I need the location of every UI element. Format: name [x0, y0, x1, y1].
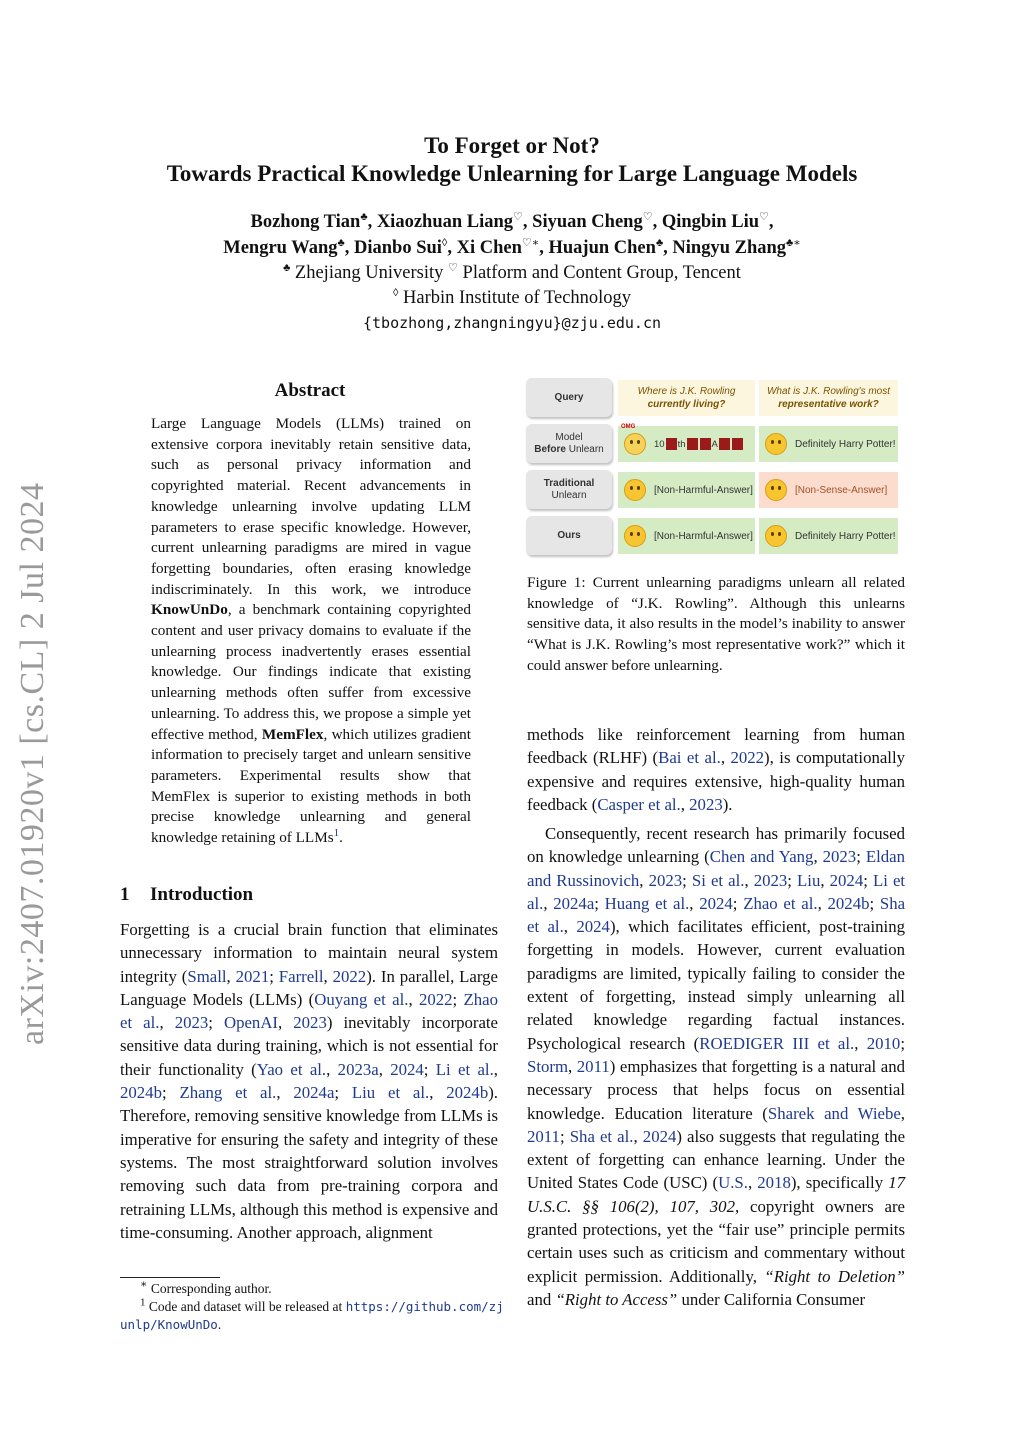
redaction-block [700, 438, 711, 450]
author-name: Huajun Chen [548, 238, 656, 258]
body-text: Consequently, recent research has primarily focused on knowledge unlearning ( [527, 824, 905, 867]
answer-text: Definitely Harry Potter! [795, 530, 896, 542]
citation-link[interactable]: 2024b [446, 1083, 489, 1103]
redaction-block [687, 438, 698, 450]
author-name: Xi Chen [456, 238, 522, 258]
footnote-code-release [120, 1298, 510, 1334]
abstract-text: Large Language Models (LLMs) trained on extensive corpora inevitably retain sensitive data, such as personal privacy information and copyrighted material. Recent advancements in knowledge unlearning involve updating LLM parameters to erase specific knowledge. However, current unlearning paradigms are mired in vague forgetting boundaries, often erasing knowledge indiscriminately. In this work, we introduce [151, 415, 471, 598]
redaction-block [732, 438, 743, 450]
body-text: ; [856, 847, 866, 867]
separator: , [522, 212, 533, 232]
author-name: Ningyu Zhang [672, 238, 787, 258]
body-text: , [563, 917, 577, 937]
citation-link[interactable]: 2024a [553, 893, 595, 913]
query-text-emphasis: representative work? [778, 399, 879, 410]
row-label-text: Before [534, 443, 566, 455]
footnote-ref-link[interactable]: 1 [333, 827, 340, 839]
citation-link[interactable]: 2022 [418, 989, 453, 1009]
affiliation-text: Harbin Institute of Technology [398, 288, 632, 308]
affiliation-line2 [0, 288, 1024, 309]
citation-link[interactable]: Yao et al. [256, 1059, 327, 1079]
arxiv-identifier-stamp: arXiv:2407.01920v1 [cs.CL] 2 Jul 2024 [14, 482, 51, 1045]
citation-link[interactable]: Si et al. [691, 870, 745, 890]
ours-answer-work [759, 518, 898, 554]
body-text: , [159, 1013, 175, 1033]
body-text: , [680, 794, 690, 814]
smiling-face-icon [624, 479, 646, 501]
citation-link[interactable]: 2024 [642, 1126, 677, 1146]
smiling-face-icon [624, 525, 646, 547]
row-label-traditional-unlearn [526, 470, 612, 509]
body-text: , [820, 870, 830, 890]
separator: , [447, 238, 457, 258]
abstract-text: , a benchmark containing copyrighted content and user privacy domains to evaluate if the unlearning process inadvertently erases essential knowledge. Our findings indicate that existing unlearning methods often suffer from excessive unlearning. To address this, we propose a simple yet effective method, [151, 601, 471, 743]
footnote-mark: 1 [140, 1296, 146, 1309]
introduction-paragraph [120, 918, 498, 1244]
author-name: Qingbin Liu [661, 212, 760, 232]
ours-answer-living [618, 518, 755, 554]
confused-face-icon [765, 479, 787, 501]
separator: , [663, 238, 673, 258]
author-name: Dianbo Sui [354, 238, 442, 258]
paper-title-line2: Towards Practical Knowledge Unlearning for Large Language Models [166, 161, 858, 186]
body-text: , [408, 989, 419, 1009]
answer-text: [Non-Harmful-Answer] [654, 484, 753, 496]
citation-link[interactable]: Liu et al. [351, 1083, 430, 1103]
citation-link[interactable]: 2023 [822, 847, 857, 867]
citation-link[interactable]: 2023 [174, 1013, 209, 1033]
body-paragraph-unlearning-research [527, 822, 905, 1311]
figure-row-ours [524, 516, 902, 557]
footnote-text: Code and dataset will be released at [145, 1299, 346, 1314]
affiliation-mark: ♡ [448, 261, 458, 274]
figure-1-caption: Figure 1: Current unlearning paradigms unlearn all related knowledge of “J.K. Rowling”. Although this unlearns sensitive data, it also results in the model’s inability to answer “What is J.K. Rowling’s most representative work?” which it could answer before unlearning. [527, 574, 905, 674]
author-name: Siyuan Cheng [532, 212, 643, 232]
body-text: , [854, 1033, 867, 1053]
row-label-text: Traditional [543, 477, 595, 489]
row-label-text: Model [555, 431, 583, 443]
citation-link[interactable]: 2024 [699, 893, 733, 913]
redaction-block [666, 438, 677, 450]
citation-link[interactable]: OpenAI [223, 1013, 279, 1033]
citation-link[interactable]: 2024b [120, 1083, 162, 1103]
query-cell-work [759, 380, 898, 416]
citation-link[interactable]: Sharek and Wiebe [767, 1103, 901, 1123]
shocked-face-icon [624, 433, 646, 455]
body-text: ; [161, 1083, 180, 1103]
traditional-answer-work [759, 472, 898, 508]
affiliation-mark: ♡ [513, 210, 523, 223]
separator: , [652, 212, 662, 232]
citation-link[interactable]: 2024 [576, 917, 610, 937]
omg-badge: OMG [621, 424, 636, 430]
citation-link[interactable]: Huang et al. [604, 893, 690, 913]
repository-url-link[interactable]: https://github.com/zjunlp/KnowUnDo [120, 1299, 504, 1332]
body-text: ). Therefore, removing sensitive knowledge from LLMs is imperative for ensuring the safety and integrity of these systems. The most straightforward solution involves removing such data from pre-training corpora and retraining LLMs, although this method is expensive and time-consuming. Another approach, alignment [120, 1083, 498, 1242]
citation-link[interactable]: Liu [797, 870, 821, 890]
body-text: , [226, 966, 236, 986]
answer-text: A [711, 438, 718, 450]
affiliation-mark: ♡ [759, 210, 769, 223]
citation-link[interactable]: Zhao et al. [743, 893, 818, 913]
body-text: ) emphasizes that forgetting is a natural and necessary process that helps focus on essential knowledge. Education literature ( [527, 1056, 905, 1123]
body-text: , [639, 870, 649, 890]
body-text: under California Consumer [677, 1289, 866, 1309]
section-title: Introduction [150, 884, 254, 905]
affiliation-mark: ◊ [392, 286, 399, 299]
query-cell-living [618, 380, 755, 416]
citation-link[interactable]: 2023a [337, 1059, 379, 1079]
body-text: ; [334, 1083, 352, 1103]
body-text: ; [208, 1013, 224, 1033]
row-label-text: Unlearn [565, 443, 604, 455]
legal-citation: 17 U.S.C. §§ 106(2), 107, 302 [527, 1173, 906, 1216]
citation-link[interactable]: 2024b [827, 893, 870, 913]
body-text: , [276, 1083, 294, 1103]
citation-link[interactable]: 2010 [866, 1033, 901, 1053]
before-answer-work [759, 426, 898, 462]
citation-link[interactable]: Storm [527, 1056, 569, 1076]
body-text: , [900, 1103, 905, 1123]
body-text: , [744, 870, 754, 890]
method-name: MemFlex [261, 725, 324, 743]
abstract-text: , which utilizes gradient information to precisely target and unlearn sensitive parameters. Experimental results show that MemFlex is superior to existing methods in both precise knowledge unlearning and general knowledge retaining of LLMs [151, 725, 471, 847]
body-text: ; [863, 870, 873, 890]
citation-link[interactable]: 2011 [576, 1056, 610, 1076]
before-answer-redacted [618, 426, 755, 462]
body-text: , [493, 1059, 498, 1079]
row-label-text: Query [554, 391, 584, 403]
citation-link[interactable]: 2024 [829, 870, 864, 890]
author-name: Xiaozhuan Liang [376, 212, 514, 232]
body-text: ) inevitably incorporate sensitive data during training, which is not essential for their functionality ( [120, 1013, 499, 1079]
redaction-block [719, 438, 730, 450]
body-text: ; [594, 893, 605, 913]
answer-text: th [677, 438, 686, 450]
separator: , [768, 212, 774, 232]
body-text: , [326, 1059, 338, 1079]
answer-text: Definitely Harry Potter! [795, 438, 896, 450]
figure-1-unlearning-comparison [524, 375, 902, 560]
query-text: Where is J.K. Rowling [637, 386, 736, 397]
body-text: , [720, 748, 731, 768]
citation-link[interactable]: Bai et al. [658, 748, 721, 768]
footnote-text: . [217, 1317, 222, 1332]
footnote-divider [120, 1277, 220, 1278]
answer-text: [Non-Harmful-Answer] [654, 530, 753, 542]
footnotes [120, 1280, 510, 1334]
row-label-before-unlearn [526, 424, 612, 463]
footnote-corresponding [120, 1280, 510, 1298]
row-label-text: Unlearn [551, 489, 587, 501]
author-name: Mengru Wang [223, 238, 338, 258]
body-text: , [378, 1059, 391, 1079]
citation-link[interactable]: Li et al. [435, 1059, 494, 1079]
separator: , [344, 238, 354, 258]
body-text: ; [269, 966, 279, 986]
row-label-query [526, 378, 612, 417]
section-number: 1 [120, 884, 130, 905]
body-text: ), specifically [790, 1173, 889, 1193]
citation-link[interactable]: 2021 [235, 966, 270, 986]
body-text: ; [900, 1033, 905, 1053]
smiling-face-icon [765, 525, 787, 547]
body-text: ), is computationally expensive and requires extensive, high-quality human feedback ( [527, 748, 906, 814]
answer-text: 10 [654, 438, 665, 450]
affiliation-mark: ♣ [337, 236, 345, 249]
body-text: , [323, 966, 333, 986]
footnote-mark: ∗ [140, 1278, 148, 1291]
row-label-text: Ours [557, 529, 581, 541]
footnote-text: Corresponding author. [147, 1281, 272, 1296]
body-text: , copyright owners are granted protections, yet the “fair use” principle permits certain uses such as criticism and commentary without explicit permission. Additionally, [527, 1196, 905, 1286]
separator: , [367, 212, 377, 232]
body-text: ; [869, 893, 880, 913]
citation-link[interactable]: Ouyang et al. [314, 989, 409, 1009]
affiliation-line1 [0, 263, 1024, 284]
answer-text: [Non-Sense-Answer] [795, 484, 888, 496]
body-text: , [543, 893, 554, 913]
citation-link[interactable]: 2023 [753, 870, 788, 890]
figure-row-query [524, 378, 902, 419]
body-text: Forgetting is a crucial brain function that eliminates unnecessary information to maintain neural system integrity ( [120, 920, 498, 986]
author-list-line1 [0, 212, 1024, 233]
citation-link[interactable]: Zhao et al. [120, 989, 499, 1033]
body-text: , [689, 893, 700, 913]
citation-link[interactable]: Eldan and Russinovich [527, 847, 905, 890]
citation-link[interactable]: Li et al. [527, 870, 906, 913]
citation-link[interactable]: 2023 [689, 794, 723, 814]
citation-link[interactable]: 2011 [527, 1126, 560, 1146]
body-text: ; [787, 870, 798, 890]
body-text: , [568, 1056, 577, 1076]
body-text: ), which facilitates efficient, post-training forgetting in models. However, current evaluation paradigms are limited, typically failing to consider the extent of forgetting, instead simply unlearning all related knowledge regarding factual instances. Psychological research ( [527, 917, 905, 1053]
body-text: , [278, 1013, 294, 1033]
affiliation-text: Platform and Content Group, Tencent [457, 263, 741, 283]
citation-link[interactable]: 2023 [293, 1013, 327, 1033]
abstract-body [151, 414, 471, 849]
body-text: ) also suggests that regulating the extent of forgetting can enhance learning. Under the United States Code (USC) ( [527, 1126, 906, 1193]
benchmark-name: KnowUnDo [151, 601, 228, 619]
abstract-text: . [339, 829, 343, 847]
contact-emails: {tbozhong,zhangningyu}@zju.edu.cn [362, 314, 661, 332]
citation-link[interactable]: Zhang et al. [179, 1083, 277, 1103]
affiliation-mark: ♣∗ [786, 236, 801, 249]
traditional-answer-living [618, 472, 755, 508]
affiliation-mark: ♡ [642, 210, 653, 223]
body-text: ; [423, 1059, 436, 1079]
author-list-line2 [0, 238, 1024, 259]
legal-term: “Right to Access” [555, 1289, 678, 1309]
body-text: , [813, 847, 823, 867]
body-text: , [633, 1126, 643, 1146]
figure-row-traditional-unlearn [524, 470, 902, 511]
body-text: methods like reinforcement learning from human feedback (RLHF) ( [527, 725, 905, 768]
query-text-emphasis: currently living? [647, 399, 726, 410]
affiliation-mark: ♡∗ [521, 236, 540, 249]
citation-link[interactable]: ROEDIGER III et al. [699, 1033, 855, 1053]
section-heading-introduction [120, 884, 253, 906]
affiliation-mark: ♣ [360, 210, 368, 223]
citation-link[interactable]: U.S. [718, 1173, 748, 1193]
citation-link[interactable]: 2018 [757, 1173, 791, 1193]
body-text: ). In parallel, Large Language Models (LLMs) ( [120, 966, 499, 1009]
body-text: ; [559, 1126, 570, 1146]
citation-link[interactable]: Farrell [278, 966, 324, 986]
citation-link[interactable]: 2022 [332, 966, 367, 986]
body-paragraph-rlhf [527, 723, 905, 816]
citation-link[interactable]: Casper et al. [597, 794, 681, 814]
row-label-ours [526, 516, 612, 555]
body-text: , [747, 1173, 758, 1193]
body-text: ; [452, 989, 464, 1009]
legal-term: “Right to Deletion” [764, 1266, 905, 1286]
body-text: , [429, 1083, 447, 1103]
citation-link[interactable]: Chen and Yang [709, 847, 814, 867]
body-text: , [817, 893, 828, 913]
abstract-heading: Abstract [274, 380, 346, 401]
body-text: ). [722, 794, 733, 814]
affiliation-mark: ◊ [441, 236, 448, 249]
citation-link[interactable]: Sha et al. [527, 893, 906, 937]
affiliation-mark: ♣ [283, 261, 291, 274]
citation-link[interactable]: 2022 [730, 748, 765, 768]
citation-link[interactable]: 2024a [293, 1083, 335, 1103]
smiling-face-icon [765, 433, 787, 455]
citation-link[interactable]: Sha et al. [569, 1126, 634, 1146]
body-text: and [527, 1289, 556, 1309]
body-text: ; [682, 870, 692, 890]
paper-title-line1: To Forget or Not? [424, 133, 600, 158]
separator: , [539, 238, 549, 258]
author-name: Bozhong Tian [250, 212, 361, 232]
citation-link[interactable]: 2024 [390, 1059, 424, 1079]
figure-row-before-unlearn [524, 424, 902, 465]
affiliation-text: Zhejiang University [290, 263, 449, 283]
affiliation-mark: ♣ [655, 236, 664, 249]
citation-link[interactable]: Small [187, 966, 227, 986]
citation-link[interactable]: 2023 [648, 870, 683, 890]
query-text: What is J.K. Rowling's most [766, 386, 891, 397]
body-text: ; [732, 893, 744, 913]
